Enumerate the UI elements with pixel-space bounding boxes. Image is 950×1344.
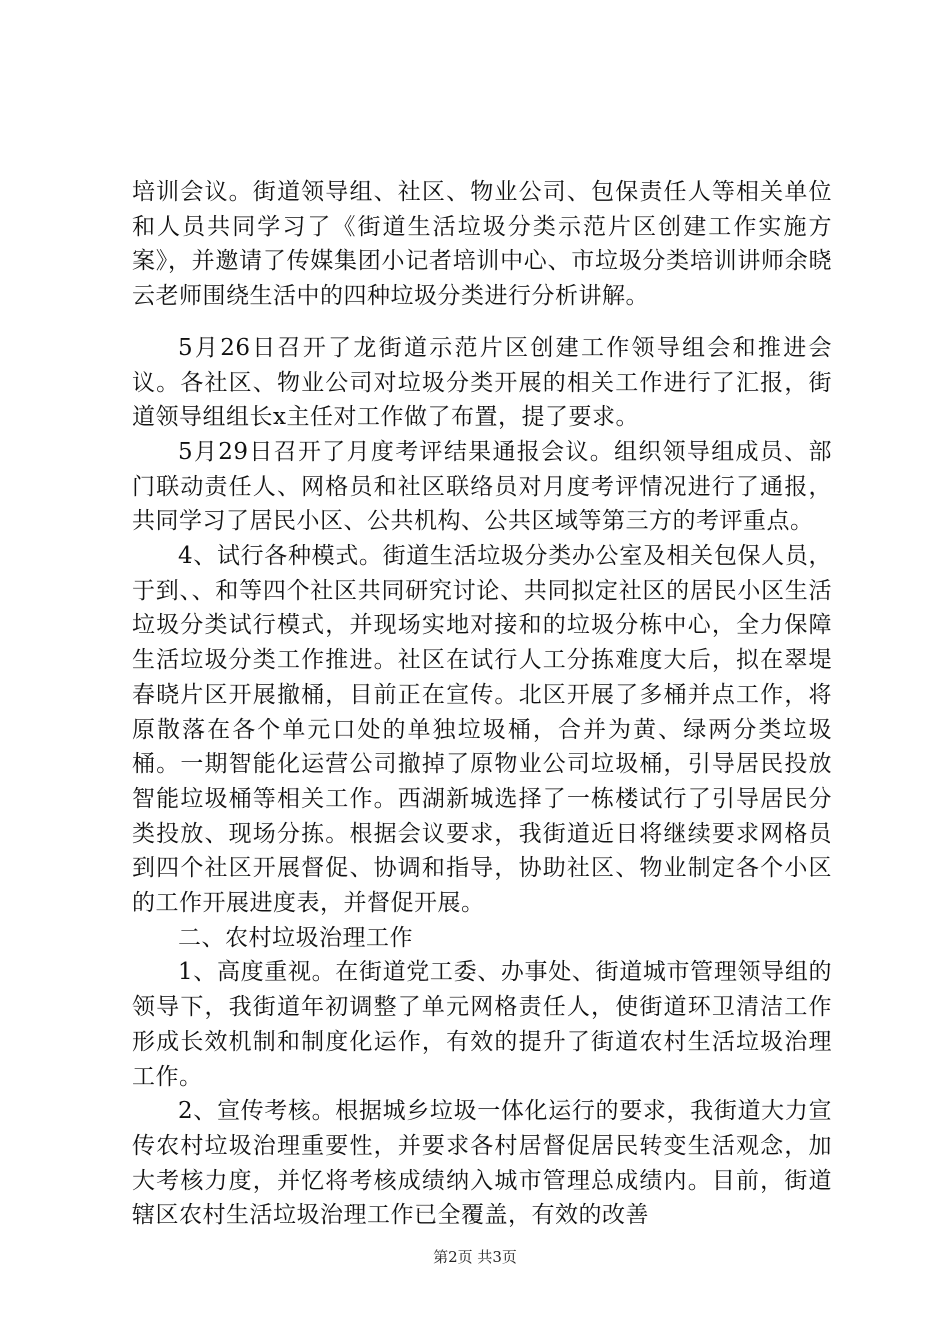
document-body bbox=[132, 175, 832, 1233]
section-heading-rural-garbage: 二、农村垃圾治理工作 bbox=[178, 924, 413, 951]
paragraph-publicity-assessment: 2、宣传考核。根据城乡垃圾一体化运行的要求，我街道大力宣传农村垃圾治理重要性，并要求各村居督促居民转变生活观念，加大考核力度，并忆将考核成绩纳入城市管理总成绩内。目前，街道辖区农村生活垃圾治理工作已全覆盖，有效的改善 bbox=[132, 1098, 832, 1229]
paragraph-may-26-meeting: 5月26日召开了龙街道示范片区创建工作领导组会和推进会议。各社区、物业公司对垃圾分类开展的相关工作进行了汇报，街道领导组组长x主任对工作做了布置，提了要求。 bbox=[132, 334, 832, 431]
paragraph-high-attention: 1、高度重视。在街道党工委、办事处、街道城市管理领导组的领导下，我街道年初调整了单元网格责任人，使街道环卫清洁工作形成长效机制和制度化运作，有效的提升了街道农村生活垃圾治理工作。 bbox=[132, 959, 832, 1090]
paragraph-may-29-meeting: 5月29日召开了月度考评结果通报会议。组织领导组成员、部门联动责任人、网格员和社区联络员对月度考评情况进行了通报，共同学习了居民小区、公共机构、公共区域等第三方的考评重点。 bbox=[132, 438, 832, 535]
paragraph-trial-modes: 4、试行各种模式。街道生活垃圾分类办公室及相关包保人员，于到、、和等四个社区共同研究讨论、共同拟定社区的居民小区生活垃圾分类试行模式，并现场实地对接和的垃圾分栋中心，全力保障生活垃圾分类工作推进。社区在试行人工分拣难度大后，拟在翠堤春晓片区开展撤桶，目前正在宣传。北区开展了多桶并点工作，将原散落在各个单元口处的单独垃圾桶，合并为黄、绿两分类垃圾桶。一期智能化运营公司撤掉了原物业公司垃圾桶，引导居民投放智能垃圾桶等相关工作。西湖新城选择了一栋楼试行了引导居民分类投放、现场分拣。根据会议要求，我街道近日将继续要求网格员到四个社区开展督促、协调和指导，协助社区、物业制定各个小区的工作开展进度表，并督促开展。 bbox=[132, 543, 832, 917]
paragraph-training-meeting: 培训会议。街道领导组、社区、物业公司、包保责任人等相关单位和人员共同学习了《街道生活垃圾分类示范片区创建工作实施方案》，并邀请了传媒集团小记者培训中心、市垃圾分类培训讲师余晓云老师围绕生活中的四种垃圾分类进行分析讲解。 bbox=[132, 179, 832, 310]
page-number-footer: 第2页 共3页 bbox=[433, 1248, 517, 1266]
